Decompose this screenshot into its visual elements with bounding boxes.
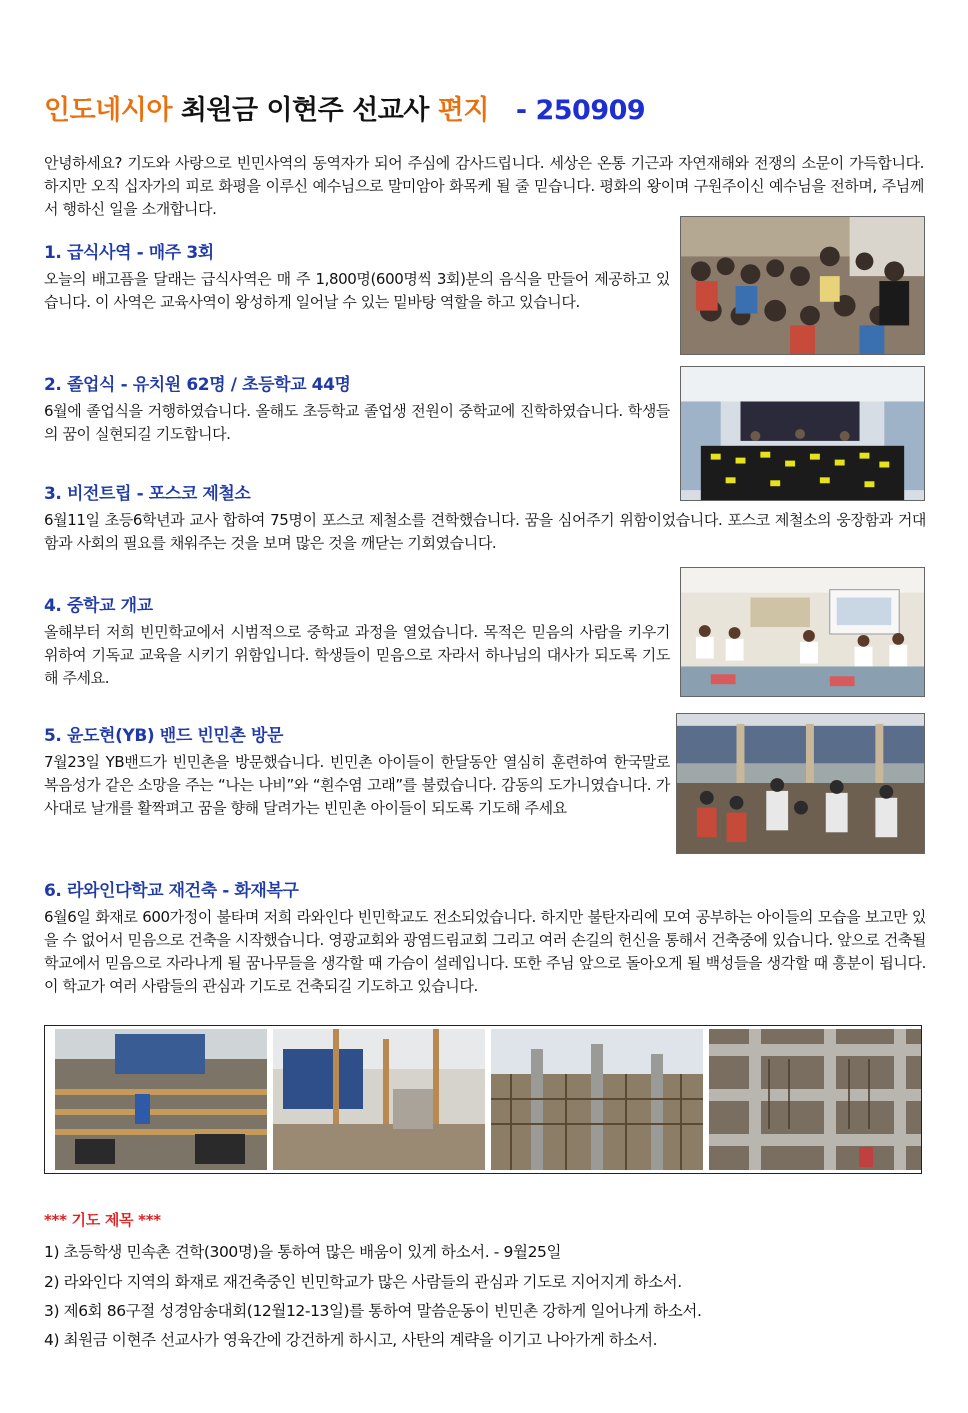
section-4-body: 올해부터 저희 빈민학교에서 시범적으로 중학교 과정을 열었습니다. 목적은 믿음의 사람을 키우기 위하여 기독교 교육을 시키기 위함입니다. 학생들이 믿음으로 자라서 하나님의 대사가 되도록 기도해 주세요.: [44, 623, 670, 687]
construction-photo-4: [709, 1029, 921, 1170]
section-6-body: 6월6일 화재로 600가정이 불타며 저희 라와인다 빈민학교도 전소되었습니다. 하지만 불탄자리에 모여 공부하는 아이들의 모습을 보고만 있을 수 없어서 믿음으로 건축을 시작했습니다. 영광교회와 광염드림교회 그리고 여러 손길의 헌신을 통해서 건축중에 있습니다. 앞으로 건축될 학교에서 믿음으로 자라나게 될 꿈나무들을 생각할 때 가슴이 설레입니다. 또한 주님 앞으로 돌아오게 될 백성들을 생각할 때 흥분이 됩니다. 이 학교가 여러 사람들의 관심과 기도로 건축되길 기도하고 있습니다.: [44, 908, 926, 995]
prayer-item-3: 3) 제6회 86구절 성경암송대회(12월12-13일)를 통하여 말씀운동이 빈민촌 강하게 일어나게 하소서.: [44, 1302, 702, 1320]
section-1-heading: 1. 급식사역 - 매주 3회: [44, 243, 214, 263]
section-5-heading: 5. 윤도현(YB) 밴드 빈민촌 방문: [44, 726, 283, 746]
title-date: - 250909: [515, 95, 646, 126]
graduation-photo: [680, 366, 925, 501]
construction-photo-strip: [44, 1025, 922, 1174]
construction-photo-1: [55, 1029, 267, 1170]
section-6-heading: 6. 라와인다학교 재건축 - 화재복구: [44, 881, 299, 901]
prayer-item-1: 1) 초등학생 민속촌 견학(300명)을 통하여 많은 배움이 있게 하소서. - 9월25일: [44, 1243, 562, 1261]
construction-photo-3: [491, 1029, 703, 1170]
feeding-photo: [680, 216, 925, 355]
title-letter: 편지: [437, 95, 489, 126]
prayer-item-4: 4) 최원금 이현주 선교사가 영육간에 강건하게 하시고, 사탄의 계략을 이기고 나아가게 하소서.: [44, 1331, 658, 1349]
section-2-body: 6월에 졸업식을 거행하였습니다. 올해도 초등학교 졸업생 전원이 중학교에 진학하였습니다. 학생들의 꿈이 실현되길 기도합니다.: [44, 402, 670, 443]
section-2-heading: 2. 졸업식 - 유치원 62명 / 초등학교 44명: [44, 375, 351, 395]
page-title: [44, 88, 645, 127]
section-1-body: 오늘의 배고픔을 달래는 급식사역은 매 주 1,800명(600명씩 3회)분의 음식을 만들어 제공하고 있습니다. 이 사역은 교육사역이 왕성하게 일어날 수 있는 밑바탕 역할을 하고 있습니다.: [44, 270, 670, 311]
prayer-item-2: 2) 라와인다 지역의 화재로 재건축중인 빈민학교가 많은 사람들의 관심과 기도로 지어지게 하소서.: [44, 1273, 682, 1291]
title-country: 인도네시아: [44, 95, 172, 126]
section-5-body: 7월23일 YB밴드가 빈민촌을 방문했습니다. 빈민촌 아이들이 한달동안 열심히 훈련하여 한국말로 복음성가 같은 소망을 주는 “나는 나비”와 “흰수염 고래”를 불렀습니다. 감동의 도가니였습니다. 가사대로 날개를 활짝펴고 꿈을 향해 달려가는 빈민촌 아이들이 되도록 기도해 주세요: [44, 753, 670, 817]
yb-band-visit-photo: [676, 713, 925, 854]
section-3-body: 6월11일 초등6학년과 교사 합하여 75명이 포스코 제철소를 견학했습니다. 꿈을 심어주기 위함이었습니다. 포스코 제철소의 웅장함과 거대함과 사회의 필요를 채워주는 것을 보며 많은 것을 깨닫는 기회였습니다.: [44, 511, 926, 552]
classroom-photo: [680, 567, 925, 697]
construction-photo-2: [273, 1029, 485, 1170]
prayer-heading: *** 기도 제목 ***: [44, 1211, 161, 1229]
section-4-heading: 4. 중학교 개교: [44, 596, 153, 616]
intro-paragraph: 안녕하세요? 기도와 사랑으로 빈민사역의 동역자가 되어 주심에 감사드립니다. 세상은 온통 기근과 자연재해와 전쟁의 소문이 가득합니다. 하지만 오직 십자가의 피로 화평을 이루신 예수님으로 말미암아 화목케 될 줄 믿습니다. 평화의 왕이며 구원주이신 예수님을 전하며, 주님께서 행하신 일을 소개합니다.: [44, 154, 924, 218]
title-names: 최원금 이현주 선교사: [180, 95, 429, 126]
section-3-heading: 3. 비전트립 - 포스코 제철소: [44, 484, 251, 504]
